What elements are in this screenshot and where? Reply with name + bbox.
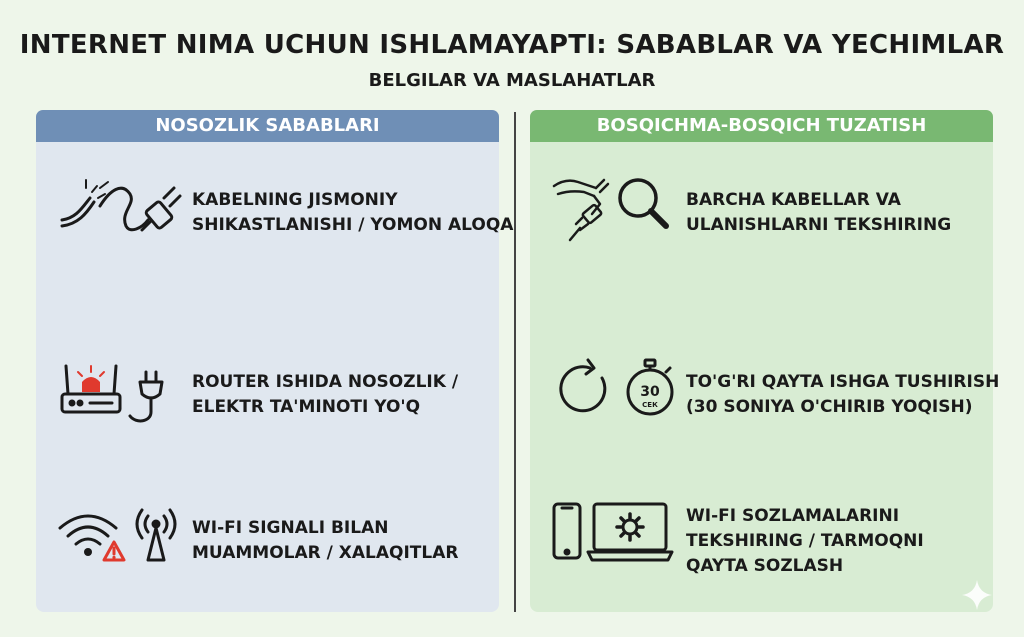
- antenna-icon: [137, 510, 175, 560]
- solution-item-wifi-line3: QAYTA SOZLASH: [686, 556, 844, 576]
- cause-item-cable-line2: SHIKASTLANISHI / YOMON ALOQA: [192, 215, 514, 235]
- wifi-warning-icon: [56, 494, 186, 584]
- stopwatch-unit: СЕК: [642, 401, 658, 409]
- hand-cable-icon: [550, 168, 680, 258]
- causes-panel: [36, 110, 514, 612]
- broken-cable-icon: [56, 168, 186, 258]
- solution-item-restart-line2: (30 SONIYA O'CHIRIB YOQISH): [686, 397, 973, 417]
- solution-item-restart-line1: TO'G'RI QAYTA ISHGA TUSHIRISH: [686, 372, 1000, 392]
- solution-item-wifi-line1: WI-FI SOZLAMALARINI: [686, 506, 900, 526]
- cause-item-wifi-line1: WI-FI SIGNALI BILAN: [192, 518, 389, 538]
- sparkle-watermark-icon: [960, 578, 994, 612]
- solution-item-cables-line1: BARCHA KABELLAR VA: [686, 190, 901, 210]
- page-title: INTERNET NIMA UCHUN ISHLAMAYAPTI: SABABLAR VA YECHIMLAR: [19, 30, 1005, 60]
- solutions-panel: [530, 110, 1000, 612]
- power-plug-icon: [130, 372, 162, 421]
- router-alarm-icon: [56, 350, 186, 440]
- center-divider: [514, 112, 516, 612]
- laptop-settings-icon: [588, 504, 672, 560]
- cause-item-cable-line1: KABELNING JISMONIY: [192, 190, 398, 210]
- solution-item-wifi-line2: TEKSHIRING / TARMOQNI: [686, 531, 924, 551]
- stopwatch-seconds: 30: [640, 384, 660, 400]
- page-subtitle: BELGILAR VA MASLAHATLAR: [368, 70, 656, 91]
- solutions-panel-header: BOSQICHMA-BOSQICH TUZATISH: [530, 110, 993, 142]
- phone-icon: [550, 494, 680, 584]
- cause-item-router: [36, 350, 499, 440]
- cause-item-wifi-line2: MUAMMOLAR / XALAQITLAR: [192, 543, 459, 563]
- causes-panel-header: NOSOZLIK SABABLARI: [36, 110, 499, 142]
- power-plug-icon: [142, 188, 180, 230]
- magnifier-icon: [620, 180, 666, 226]
- cause-item-wifi: [36, 494, 499, 584]
- cause-item-router-line2: ELEKTR TA'MINOTI YO'Q: [192, 397, 421, 417]
- solution-item-cables: [530, 168, 993, 258]
- solution-item-wifi: [530, 494, 993, 584]
- solution-item-restart: [530, 350, 1000, 440]
- cause-item-cable: [36, 168, 514, 258]
- cause-item-router-line1: ROUTER ISHIDA NOSOZLIK /: [192, 372, 459, 392]
- solution-item-cables-line2: ULANISHLARNI TEKSHIRING: [686, 215, 952, 235]
- refresh-icon: [550, 350, 680, 440]
